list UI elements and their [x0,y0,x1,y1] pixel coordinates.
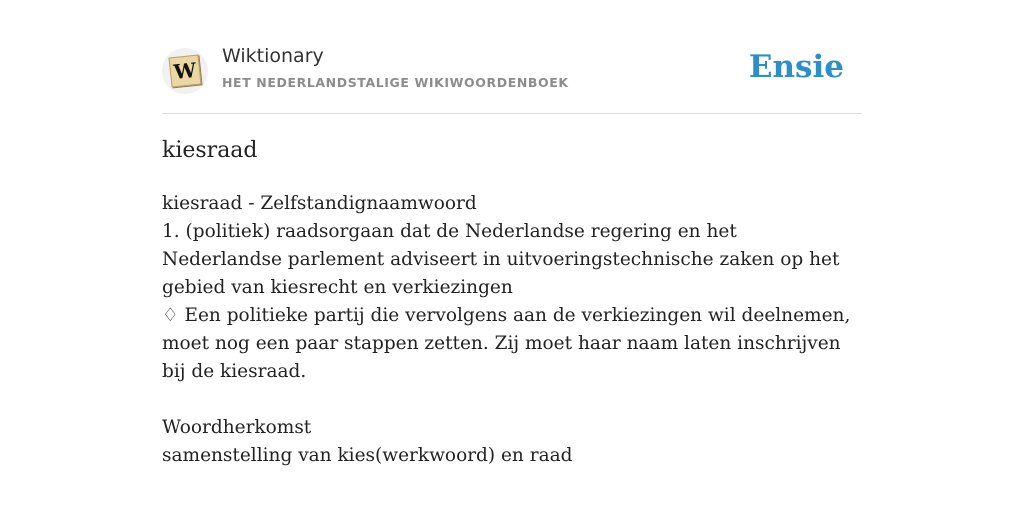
etymology-heading: Woordherkomst [162,417,312,438]
part-of-speech: kiesraad - Zelfstandignaamwoord [162,193,477,214]
spacer [162,386,862,414]
site-title[interactable]: Wiktionary [222,45,324,67]
page-container [162,0,862,466]
header [162,0,862,114]
definition: 1. (politiek) raadsorgaan dat de Nederlandse regering en het Nederlandse parlement adviseert in uitvoeringstechnische zaken op het gebied van kiesrecht en verkiezingen [162,221,840,298]
example-sentence: ♢ Een politieke partij die vervolgens aan de verkiezingen wil deelnemen, moet nog een paar stappen zetten. Zij moet haar naam laten inschrijven bij de kiesraad. [162,305,851,382]
entry-content [162,190,862,470]
logo-tile-icon: W [169,55,202,88]
ensie-brand-link[interactable]: Ensie [748,49,844,85]
etymology-text: samenstelling van kies(werkwoord) en raad [162,445,573,466]
page-title: kiesraad [162,138,258,163]
site-subtitle: HET NEDERLANDSTALIGE WIKIWOORDENBOEK [222,75,569,90]
wiktionary-logo[interactable] [162,48,208,94]
